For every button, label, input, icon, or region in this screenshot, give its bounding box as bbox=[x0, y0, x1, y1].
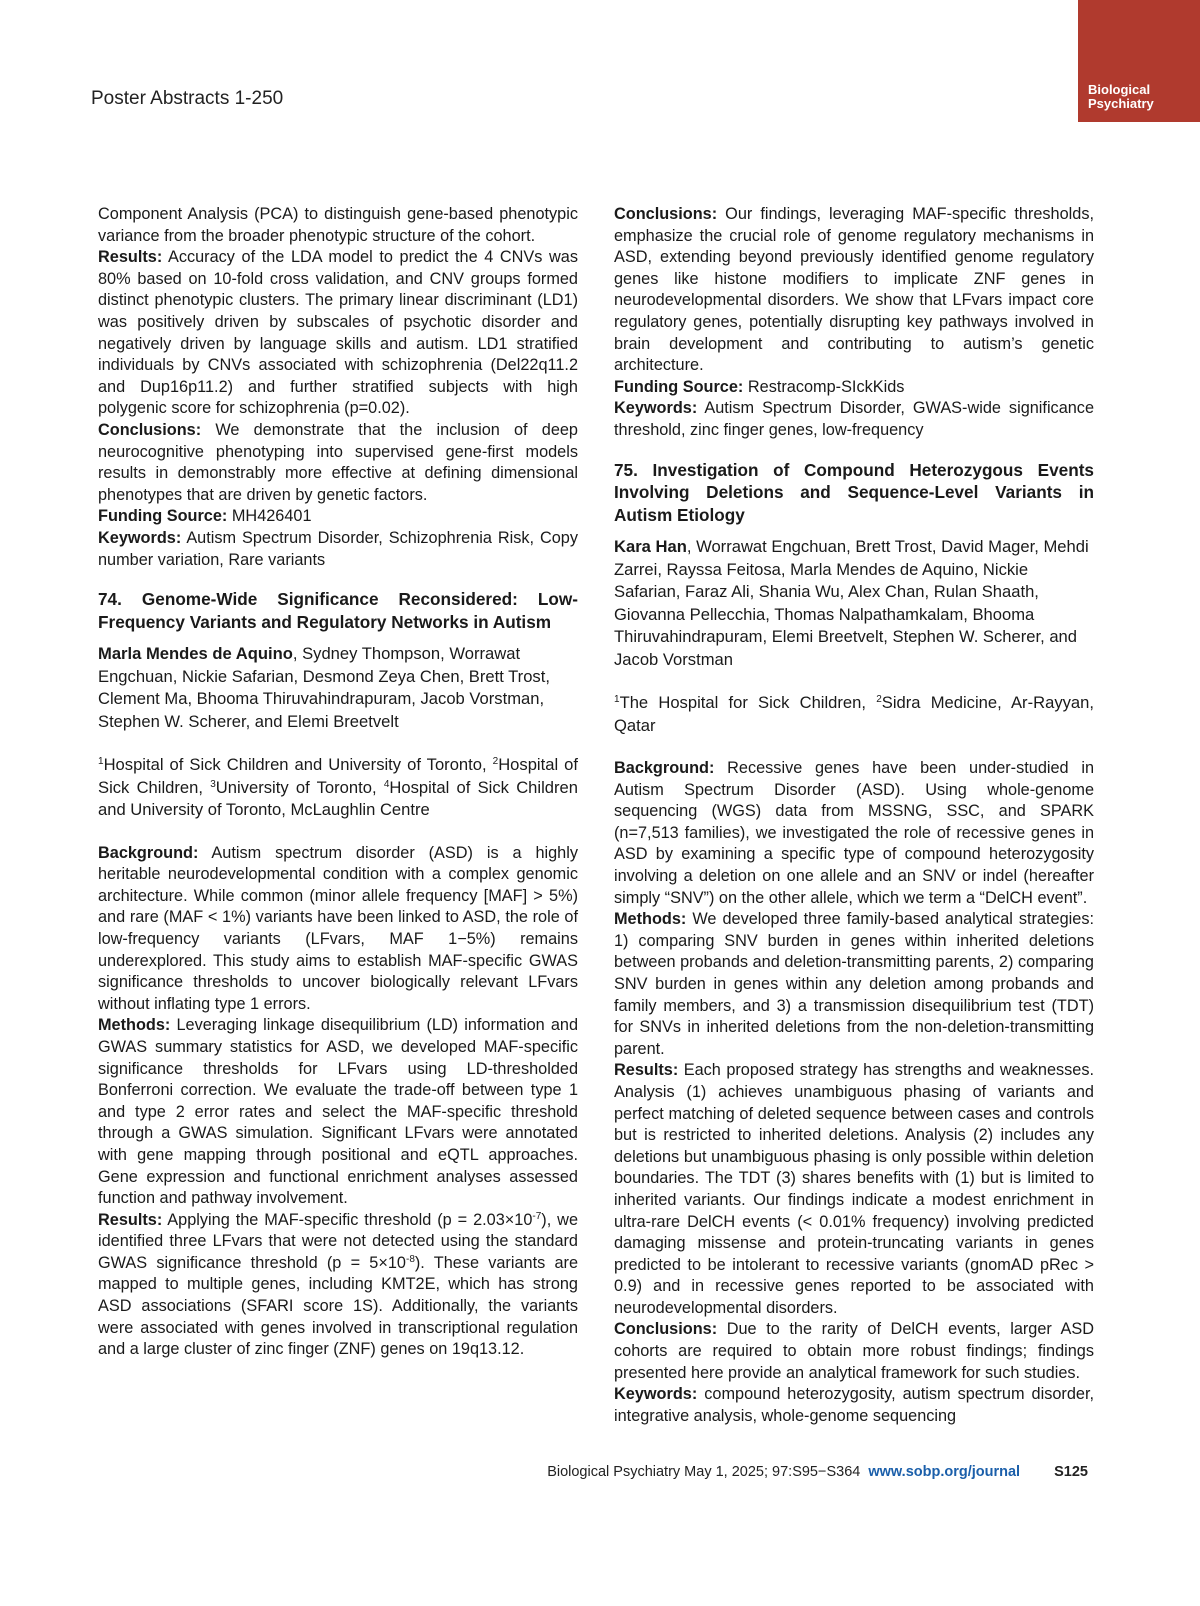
abstract-74-keywords: Keywords: Autism Spectrum Disorder, GWAS-wide significance threshold, zinc finger genes, low-frequency bbox=[614, 399, 1095, 439]
running-header: Poster Abstracts 1-250 bbox=[91, 88, 284, 109]
prev-funding bbox=[98, 506, 578, 528]
abstract-74-methods: Methods: Leveraging linkage disequilibrium (LD) information and GWAS summary statistics for ASD, we developed MAF-specific significance thresholds for LFvars using LD-thresholded Bonferroni correction. We evaluate the trade-off between type 1 and type 2 error rates and select the MAF-specific threshold through a GWAS simulation. Significant LFvars were annotated with gene mapping through positional and eQTL approaches. Gene expression and functional enrichment analyses assessed function and pathway involvement. bbox=[98, 1016, 578, 1208]
page-number: S125 bbox=[1054, 1464, 1088, 1480]
abstract-75-title: 75. Investigation of Compound Heterozygous Events Involving Deletions and Sequence-Level Variants in Autism Etiology bbox=[614, 459, 1094, 525]
prev-conclusions-text: We demonstrate that the inclusion of deep neurocognitive phenotyping into supervised gene-first models results in demonstrably more effective at defining dimensional phenotypes that are driven by genetic factors. bbox=[98, 420, 578, 504]
abstract-74-author-list: , Sydney Thompson, Worrawat Engchuan, Nickie Safarian, Desmond Zeya Chen, Brett Trost, Clement Ma, Bhooma Thiruvahindrapuram, Jacob Vorstman, Stephen W. Scherer, and Elemi Breetvelt bbox=[98, 644, 550, 731]
abstract-75-background: Background: Recessive genes have been under-studied in Autism Spectrum Disorder (ASD). Using whole-genome sequencing (WGS) data from MSSNG, SSC, and SPARK (n=7,513 families), we investigated the role of recessive genes in ASD by examining a specific type of compound heterozygosity involving a deletion on one allele and an SNV or indel (hereafter simply “SNV”) on the other allele, which we term a “DelCH event”. bbox=[614, 759, 1094, 907]
journal-badge bbox=[1078, 0, 1200, 122]
abstract-74-title: 74. Genome-Wide Significance Reconsidered: Low-Frequency Variants and Regulatory Networks in Autism bbox=[98, 589, 578, 632]
abstract-75-methods: Methods: We developed three family-based analytical strategies: 1) comparing SNV burden in genes within inherited deletions between probands and deletion-transmitting parents, 2) comparing SNV burden in genes within any deletion among probands and family members, and 3) a transmission disequilibrium test (TDT) for SNVs in inherited deletions from the non-deletion-transmitting parent. bbox=[614, 910, 1094, 1058]
prev-results-label: Results: bbox=[98, 248, 163, 267]
abstract-74-first-author: Marla Mendes de Aquino bbox=[98, 644, 293, 664]
abstract-74-authors bbox=[98, 643, 578, 733]
abstract-75-results: Results: Each proposed strategy has strengths and weaknesses. Analysis (1) achieves unambiguous phasing of variants and perfect matching of deleted sequence between cases and controls but is restricted to inherited deletions. Analysis (2) includes any deletions but unambiguous phasing is only possible within deletion boundaries. The TDT (3) shares benefits with (1) but is limited to inherited variants. Our findings indicate a modest enrichment in ultra-rare DelCH events (< 0.01% frequency) involving predicted damaging missense and protein-truncating variants in genes predicted to be intolerant to recessive variants (gnomAD pRec > 0.9) and in recessive genes reported to be associated with neurodevelopmental disorders. bbox=[614, 1061, 1094, 1317]
prev-conclusions bbox=[98, 420, 578, 506]
prev-keywords-label: Keywords: bbox=[98, 528, 182, 547]
right-column bbox=[614, 204, 1094, 1427]
abstract-75-authors bbox=[614, 536, 1094, 671]
prev-keywords bbox=[98, 528, 578, 571]
left-column bbox=[98, 204, 578, 1361]
abstract-75-first-author: Kara Han bbox=[614, 537, 687, 557]
prev-funding-text: MH426401 bbox=[231, 507, 312, 526]
abstract-74-background: Background: Autism spectrum disorder (ASD) is a highly heritable neurodevelopmental condition with a complex genomic architecture. While common (minor allele frequency [MAF] > 5%) and rare (MAF < 1%) variants have been linked to ASD, the role of low-frequency variants (LFvars, MAF 1−5%) remains underexplored. This study aims to establish MAF-specific GWAS significance thresholds to uncover biologically relevant LFvars without inflating type 1 errors. bbox=[98, 843, 578, 1013]
abstract-75-author-list: , Worrawat Engchuan, Brett Trost, David Mager, Mehdi Zarrei, Rayssa Feitosa, Marla Mendes de Aquino, Nickie Safarian, Faraz Ali, Shania Wu, Alex Chan, Rulan Shaath, Giovanna Pellecchia, Thomas Nalpathamkalam, Bhooma Thiruvahindrapuram, Elemi Breetvelt, Stephen W. Scherer, and Jacob Vorstman bbox=[614, 537, 1089, 669]
page-footer bbox=[547, 1464, 1088, 1480]
footer-citation: Biological Psychiatry May 1, 2025; 97:S95−S364 bbox=[547, 1464, 861, 1480]
prev-results-text: Accuracy of the LDA model to predict the 4 CNVs was 80% based on 10-fold cross validation, and CNV groups formed distinct phenotypic clusters. The primary linear discriminant (LD1) was positively driven by subscales of psychotic disorder and negatively driven by language skills and autism. LD1 stratified individuals by CNVs associated with schizophrenia (Del22q11.2 and Dup16p11.2) and further stratified subjects with high polygenic score for schizophrenia (p=0.02). bbox=[98, 248, 578, 418]
abstract-75-keywords: Keywords: compound heterozygosity, autism spectrum disorder, integrative analysis, whole-genome sequencing bbox=[614, 1385, 1094, 1425]
prev-intro: Component Analysis (PCA) to distinguish gene-based phenotypic variance from the broader phenotypic structure of the cohort. bbox=[98, 205, 578, 245]
abstract-74-funding: Funding Source: Restracomp-SIckKids bbox=[614, 377, 905, 396]
prev-conclusions-label: Conclusions: bbox=[98, 420, 202, 439]
prev-keywords-text: Autism Spectrum Disorder, Schizophrenia Risk, Copy number variation, Rare variants bbox=[98, 528, 578, 569]
prev-funding-label: Funding Source: bbox=[98, 507, 228, 526]
prev-results bbox=[98, 247, 578, 420]
journal-link[interactable]: www.sobp.org/journal bbox=[868, 1464, 1021, 1480]
abstract-75-conclusions: Conclusions: Due to the rarity of DelCH events, larger ASD cohorts are required to obtain more robust findings; findings presented here provide an analytical framework for such studies. bbox=[614, 1320, 1094, 1382]
journal-badge-line1: Biological bbox=[1088, 82, 1151, 97]
abstract-75-affiliations: $^1$The Hospital for Sick Children, $^2$Sidra Medicine, Ar-Rayyan, Qatar bbox=[614, 693, 1094, 735]
journal-badge-line2: Psychiatry bbox=[1088, 96, 1154, 111]
abstract-74-results: Results: Applying the MAF-specific threshold $(p = 2.03\times 10^{-7})$, we identified three LFvars that were not detected using the standard GWAS significance threshold $(p = 5\times 10^{-8})$. These variants are mapped to multiple genes, including KMT2E, which has strong ASD associations (SFARI score 1S). Additionally, the variants were associated with genes involved in transcriptional regulation and a large cluster of zinc finger (ZNF) genes on 19q13.12. bbox=[98, 1210, 579, 1359]
abstract-74-conclusions: Conclusions: Our findings, leveraging MAF-specific thresholds, emphasize the crucial role of genome regulatory mechanisms in ASD, extending beyond previously identified genome regulatory genes like histone modifiers to implicate ZNF genes in neurodevelopmental disorders. We show that LFvars impact core regulatory genes, potentially disrupting key pathways involved in brain development and contributing to autism’s genetic architecture. bbox=[614, 205, 1094, 375]
abstract-74-affiliations: $^1$Hospital of Sick Children and University of Toronto, $^2$Hospital of Sick Children, $^3$University of Toronto, $^4$Hospital of Sick Children and University of Toronto, McLaughlin Centre bbox=[98, 755, 578, 820]
